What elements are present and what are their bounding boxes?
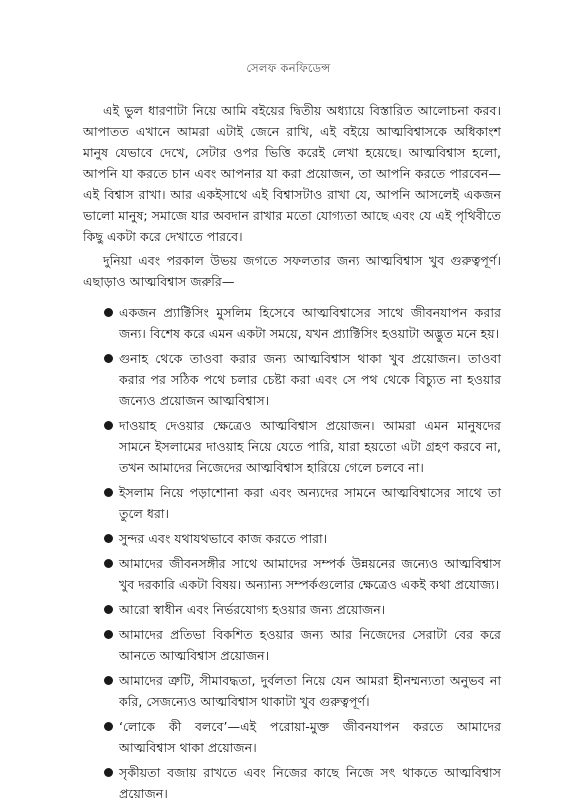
bullet-text: গুনাহ থেকে তাওবা করার জন্য আত্মবিশ্বাস থাকা খুব প্রয়োজন। তাওবা করার পর সঠিক পথে চলার চেষ্টা করা এবং সে পথ থেকে বিচ্যুত না হওয়ার জন্যেও প্রয়োজন আত্মবিশ্বাস।: [119, 351, 501, 408]
list-item: [83, 302, 501, 344]
bullet-text: ইসলাম নিয়ে পড়াশোনা করা এবং অন্যদের সামনে আত্মবিশ্বাসের সাথে তা তুলে ধরা।: [119, 485, 501, 521]
bullet-icon: [104, 534, 113, 543]
list-item: [83, 624, 501, 666]
list-item: [83, 670, 501, 712]
bullet-icon: [104, 768, 113, 777]
paragraph-1: এই ভুল ধারণাটা নিয়ে আমি বইয়ের দ্বিতীয় অধ্যায়ে বিস্তারিত আলোচনা করব। আপাতত এখানে আমরা এটাই জেনে রাখি, এই বইয়ে আত্মবিশ্বাসকে অধিকাংশ মানুষ যেভাবে দেখে, সেটার ওপর ভিত্তি করেই লেখা হয়েছে। আত্মবিশ্বাস হলো, আপনি যা করতে চান এবং আপনার যা করা প্রয়োজন, তা আপনি করতে পারবেন—এই বিশ্বাস রাখা। আর একইসাথে এই বিশ্বাসটাও রাখা যে, আপনি আসলেই একজন ভালো মানুষ; সমাজে যার অবদান রাখার মতো যোগ্যতা আছে এবং যে এই পৃথিবীতে কিছু একটা করে দেখাতে পারবে।: [83, 103, 501, 244]
bullet-text: আমাদের জীবনসঙ্গীর সাথে আমাদের সম্পর্ক উন্নয়নের জন্যেও আত্মবিশ্বাস খুব দরকারি একটা বিষয়। অন্যান্য সম্পর্কগুলোর ক্ষেত্রেও একই কথা প্রযোজ্য।: [119, 556, 501, 592]
bullet-text: সুন্দর এবং যথাযথভাবে কাজ করতে পারা।: [119, 531, 328, 546]
bullet-icon: [104, 559, 113, 568]
list-item: [83, 348, 501, 411]
bullet-text: দাওয়াহ দেওয়ার ক্ষেত্রেও আত্মবিশ্বাস প্রয়োজন। আমরা এমন মানুষদের সামনে ইসলামের দাওয়াহ নিয়ে যেতে পারি, যারা হয়তো এটা গ্রহণ করবে না, তখন আমাদের নিজেদের আত্মবিশ্বাস হারিয়ে গেলে চলবে না।: [119, 418, 501, 475]
bullet-icon: [104, 308, 113, 317]
list-item: [83, 482, 501, 524]
list-item: [83, 716, 501, 758]
list-item: [83, 415, 501, 478]
list-item: [83, 553, 501, 595]
bullet-icon: [104, 676, 113, 685]
list-item: [83, 599, 501, 620]
body-text: [83, 100, 501, 808]
bullet-icon: [104, 488, 113, 497]
bullet-text: আরো স্বাধীন এবং নির্ভরযোগ্য হওয়ার জন্য প্রয়োজন।: [119, 602, 386, 617]
bullet-text: আমাদের প্রতিভা বিকশিত হওয়ার জন্য আর নিজেদের সেরাটা বের করে আনতে আত্মবিশ্বাস প্রয়োজন।: [119, 627, 501, 663]
list-item: [83, 762, 501, 804]
bullet-text: আমাদের ত্রুটি, সীমাবদ্ধতা, দুর্বলতা নিয়ে যেন আমরা হীনম্মন্যতা অনুভব না করি, সেজন্যেও আত্মবিশ্বাস থাকাটা খুব গুরুত্বপূর্ণ।: [119, 673, 501, 709]
running-header: সেলফ কনফিডেন্স: [246, 61, 331, 75]
bullet-icon: [104, 630, 113, 639]
bullet-list: [83, 302, 501, 804]
list-item: [83, 528, 501, 549]
bullet-text: সৃকীয়তা বজায় রাখতে এবং নিজের কাছে নিজে সৎ থাকতে আত্মবিশ্বাস প্রয়োজন।: [119, 765, 501, 801]
bullet-icon: [104, 722, 113, 731]
bullet-text: ‘লোকে কী বলবে’—এই পরোয়া-মুক্ত জীবনযাপন করতে আমাদের আত্মবিশ্বাস থাকা প্রয়োজন।: [119, 719, 501, 755]
bullet-icon: [104, 354, 113, 363]
bullet-icon: [104, 605, 113, 614]
bullet-text: একজন প্র্যাক্টিসিং মুসলিম হিসেবে আত্মবিশ্বাসের সাথে জীবনযাপন করার জন্য। বিশেষ করে এমন একটা সময়ে, যখন প্র্যাক্টিসিং হওয়াটা অদ্ভুত মনে হয়।: [119, 305, 501, 341]
bullet-icon: [104, 421, 113, 430]
paragraph-2: দুনিয়া এবং পরকাল উভয় জগতে সফলতার জন্য আত্মবিশ্বাস খুব গুরুত্বপূর্ণ। এছাড়াও আত্মবিশ্বাস জরুরি—: [83, 253, 501, 289]
